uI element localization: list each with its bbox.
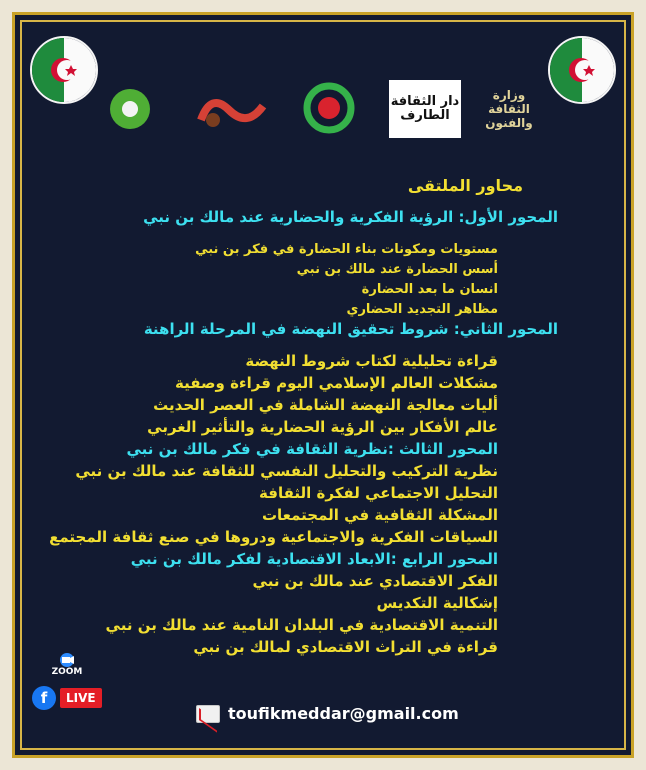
axis-3-item-2: التحليل الاجتماعي لفكرة الثقافة (259, 484, 498, 502)
dar-thaqafa-logo: دار الثقافة الطارف (389, 80, 461, 138)
axis-4-item-4: قراءة في التراث الاقتصادي لمالك بن نبي (193, 638, 498, 656)
main-title: محاور الملتقى (407, 176, 523, 195)
live-badge: LIVE (60, 688, 102, 708)
mail-icon (196, 705, 220, 723)
axis-3-item-1: نظرية التركيب والتحليل النفسي للثقافة عند مالك بن نبي (75, 462, 498, 480)
zoom-label: ZOOM (51, 667, 83, 676)
algeria-flag-icon (30, 36, 98, 104)
axis-2-item-3: أليات معالجة النهضة الشاملة في العصر الحديث (153, 396, 498, 414)
axis-1-item-4: مظاهر التجديد الحضاري (346, 302, 498, 317)
axis-1-item-1: مستويات ومكونات بناء الحضارة في فكر بن نبي (195, 242, 498, 257)
axis-4-item-2: إشكالية التكديس (376, 594, 498, 612)
axis-4-item-3: التنمية الاقتصادية في البلدان النامية عند مالك بن نبي (105, 616, 498, 634)
contact-email (196, 704, 459, 723)
axis-4: المحور الرابع :الابعاد الاقتصادية لفكر مالك بن نبي (130, 550, 498, 568)
zoom-icon (32, 652, 102, 676)
axis-3: المحور الثالث :نظرية الثقافة في فكر مالك بن نبي (126, 440, 498, 458)
axis-2: المحور الثاني: شروط تحقيق النهضة في المرحلة الراهنة (143, 320, 558, 338)
axis-3-item-4: السياقات الفكرية والاجتماعية ودروها في صنع ثقافة المجتمع (49, 528, 498, 546)
axis-2-item-4: عالم الأفكار بين الرؤية الحضارية والتأثير الغربي (147, 418, 498, 436)
lab-logo (192, 80, 272, 138)
facebook-live (32, 686, 102, 710)
ministry-logo: وزارة الثقافة والفنون (485, 88, 533, 130)
research-logo (290, 80, 368, 138)
axis-1: المحور الأول: الرؤية الفكرية والحضارية عند مالك بن نبي (143, 208, 558, 226)
axis-2-item-1: قراءة تحليلية لكتاب شروط النهضة (245, 352, 498, 370)
university-logo (96, 80, 164, 138)
facebook-icon: f (32, 686, 56, 710)
axis-1-item-3: انسان ما بعد الحضارة (361, 282, 498, 297)
axis-2-item-2: مشكلات العالم الإسلامي اليوم قراءة وصفية (175, 374, 498, 392)
email-address: toufikmeddar@gmail.com (228, 704, 459, 723)
axis-3-item-3: المشكلة الثقافية في المجتمعات (261, 506, 498, 524)
axis-1-item-2: أسس الحضارة عند مالك بن نبي (296, 262, 498, 277)
algeria-flag-icon (548, 36, 616, 104)
axis-4-item-1: الفكر الاقتصادي عند مالك بن نبي (252, 572, 498, 590)
